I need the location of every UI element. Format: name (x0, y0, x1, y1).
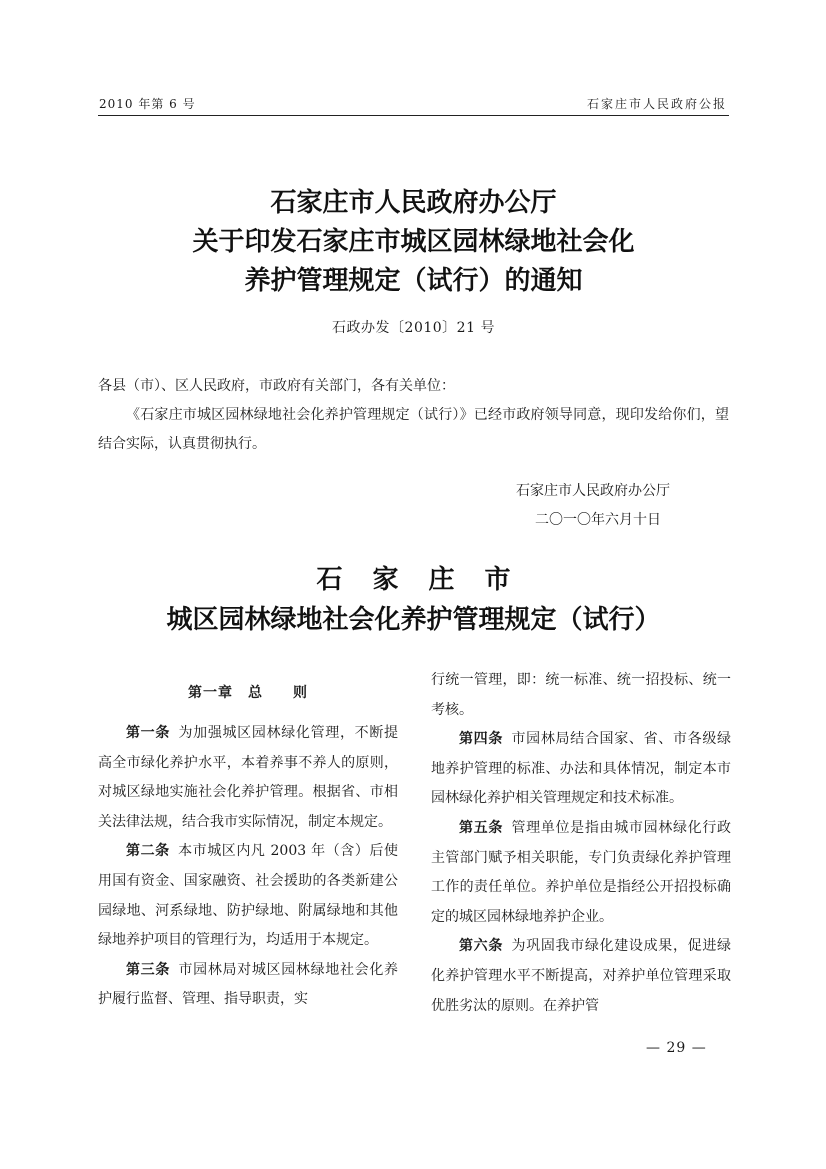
header-publication: 石家庄市人民政府公报 (586, 97, 727, 111)
left-column (98, 719, 398, 1015)
notice-title-line-3: 养护管理规定（试行）的通知 (244, 266, 583, 296)
page-number: — 29 — (646, 1040, 707, 1056)
document-number: 石政办发〔2010〕21 号 (332, 320, 495, 336)
article-2 (98, 837, 398, 955)
article-text: 为巩固我市绿化建设成果，促进绿化养护管理水平不断提高，对养护单位管理采取优胜劣汰的原则。在养护管 (431, 938, 732, 1014)
article-label: 第二条 (126, 843, 170, 860)
article-3-continued: 行统一管理，即：统一标准、统一招投标、统一考核。 (431, 672, 731, 718)
notice-title-line-1: 石家庄市人民政府办公厅 (270, 188, 557, 218)
article-text: 为加强城区园林绿化管理，不断提高全市绿化养护水平，本着养事不养人的原则，对城区绿地实施社会化养护管理。根据省、市相关法律法规，结合我市实际情况，制定本规定。 (98, 725, 399, 830)
notice-body: 《石家庄市城区园林绿地社会化养护管理规定（试行）》已经市政府领导同意，现印发给你们，望结合实际，认真贯彻执行。 (98, 407, 729, 452)
notice-title (98, 184, 729, 301)
article-label: 第一条 (126, 725, 171, 741)
article-label: 第五条 (459, 819, 504, 836)
header-divider (98, 115, 729, 116)
article-label: 第三条 (126, 961, 171, 978)
regulation-title-line-1: 石家庄市 (316, 565, 541, 595)
addressee: 各县（市）、区人民政府，市政府有关部门，各有关单位： (98, 378, 455, 394)
article-text: 市园林局对城区园林绿地社会化养护履行监督、管理、指导职责，实 (98, 961, 399, 1008)
header-issue: 2010 年第 6 号 (99, 97, 196, 111)
article-3 (98, 956, 398, 1015)
article-text: 市园林局结合国家、省、市各级绿地养护管理的标准、办法和具体情况，制定本市园林绿化养护相关管理规定和技术标准。 (431, 731, 732, 807)
chapter-heading: 第一章 总 则 (188, 685, 308, 701)
issue-date: 二〇一〇年六月十日 (535, 512, 661, 528)
article-label: 第四条 (459, 731, 504, 748)
article-6 (431, 932, 731, 1021)
notice-title-line-2: 关于印发石家庄市城区园林绿地社会化 (192, 227, 635, 257)
article-text: 管理单位是指由城市园林绿化行政主管部门赋予相关职能，专门负责绿化养护管理工作的责任单位。养护单位是指经公开招投标确定的城区园林绿地养护企业。 (431, 819, 732, 925)
regulation-title-line-2: 城区园林绿地社会化养护管理规定（试行） (166, 605, 661, 635)
issuer-signature: 石家庄市人民政府办公厅 (516, 483, 670, 499)
article-5 (431, 814, 731, 932)
right-column (431, 666, 731, 1021)
article-text: 本市城区内凡 2003 年（含）后使用国有资金、国家融资、社会援助的各类新建公园绿地、河系绿地、防护绿地、附属绿地和其他绿地养护项目的管理行为，均适用于本规定。 (98, 843, 398, 949)
article-4 (431, 725, 731, 814)
regulation-title (98, 560, 729, 640)
article-label: 第六条 (459, 938, 504, 955)
article-1 (98, 719, 398, 837)
